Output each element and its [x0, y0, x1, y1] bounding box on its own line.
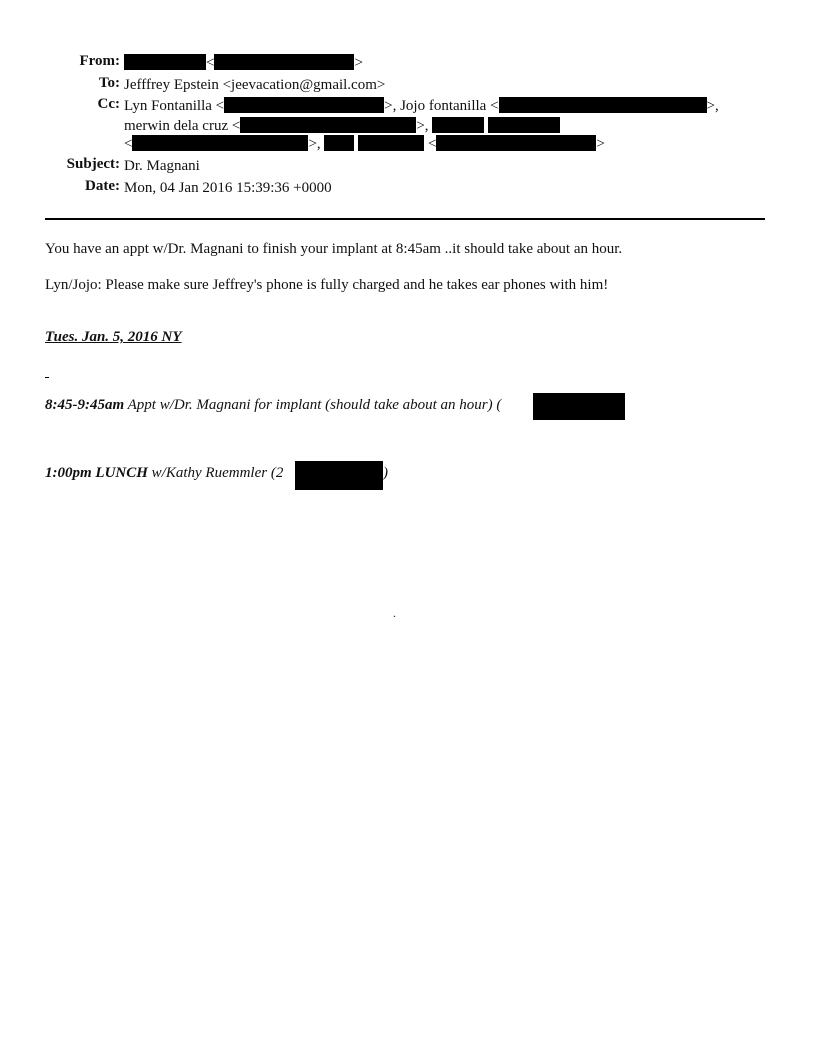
cc-line-1 [124, 96, 719, 116]
entry-text: Appt w/Dr. Magnani for implant (should take about an hour) ( [124, 397, 502, 413]
cc-separator: < [124, 136, 133, 152]
from-value [124, 53, 363, 73]
entry-text: w/Kathy Ruemmler (2 [147, 465, 284, 481]
cc-separator: >, Jojo fontanilla < [384, 98, 499, 114]
schedule-date-heading: Tues. Jan. 5, 2016 NY [45, 329, 182, 345]
redaction-block [436, 135, 596, 151]
entry-time: 8:45-9:45am [45, 397, 125, 413]
subject-label: Subject: [66, 156, 120, 172]
cc-separator: >, [308, 136, 321, 152]
cc-name: merwin dela cruz < [124, 118, 241, 134]
entry-close-paren: ) [383, 465, 388, 481]
redaction-block [533, 393, 625, 420]
cc-separator: > [596, 136, 605, 152]
to-value: Jefffrey Epstein <jeevacation@gmail.com> [124, 77, 386, 93]
schedule-entry-1 [45, 397, 501, 414]
body-paragraph-2: Lyn/Jojo: Please make sure Jeffrey's phone is fully charged and he takes ear phones with him! [45, 277, 609, 293]
header-divider [45, 218, 765, 220]
cc-separator: >, [706, 98, 719, 114]
from-open-bracket: < [206, 55, 215, 71]
date-value: Mon, 04 Jan 2016 15:39:36 +0000 [124, 180, 332, 196]
to-label: To: [98, 75, 120, 91]
redaction-block [358, 135, 424, 151]
schedule-entry-2 [45, 465, 283, 482]
body-paragraph-1: You have an appt w/Dr. Magnani to finish your implant at 8:45am ..it should take about an hour. [45, 241, 623, 257]
redaction-block [324, 135, 354, 151]
from-close-bracket: > [354, 55, 363, 71]
cc-separator: < [427, 136, 437, 152]
from-label: From: [79, 53, 120, 69]
subject-value: Dr. Magnani [124, 158, 200, 174]
stray-underscore [45, 377, 49, 378]
redaction-block [488, 117, 560, 133]
redaction-block [240, 117, 416, 133]
cc-line-2 [124, 116, 560, 136]
stray-dot: . [393, 606, 396, 620]
cc-name: Lyn Fontanilla < [124, 98, 225, 114]
redaction-block [224, 97, 384, 113]
date-label: Date: [85, 178, 120, 194]
redaction-block [132, 135, 308, 151]
redaction-block [432, 117, 484, 133]
cc-label: Cc: [97, 96, 120, 112]
redaction-block [499, 97, 707, 113]
redaction-block [214, 54, 354, 70]
entry-time: 1:00pm LUNCH [45, 465, 148, 481]
cc-separator: >, [416, 118, 429, 134]
redaction-block [295, 461, 383, 490]
redaction-block [124, 54, 206, 70]
cc-line-3 [124, 134, 605, 154]
